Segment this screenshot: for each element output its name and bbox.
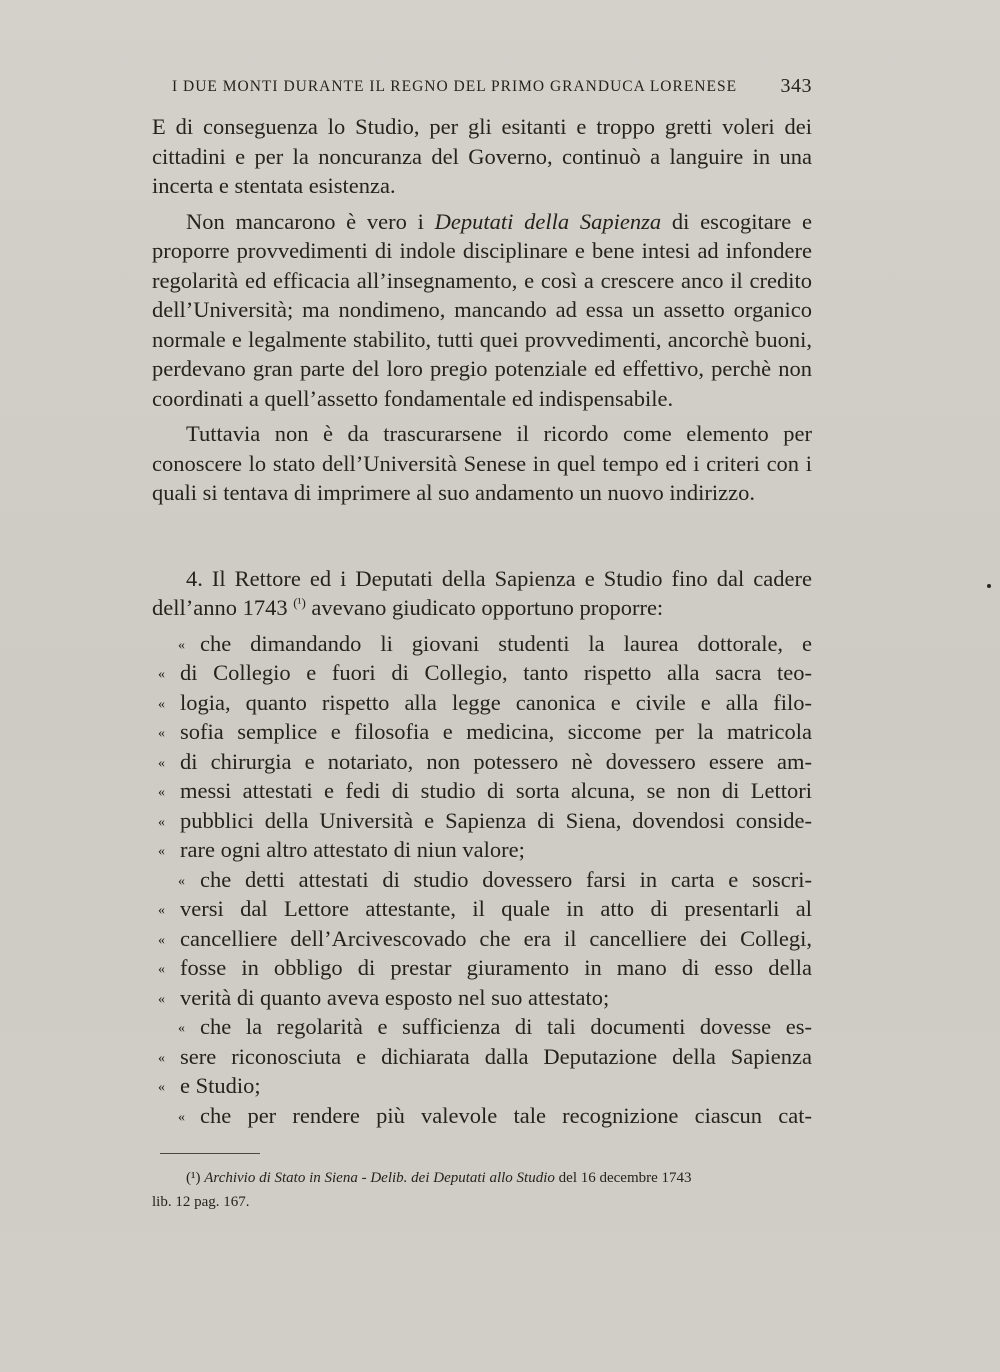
footnote-rule	[160, 1153, 260, 1154]
guillemet-mark: «	[158, 667, 165, 682]
guillemet-mark: «	[178, 637, 185, 653]
guillemet-mark: «	[178, 873, 185, 889]
guillemet-mark: «	[178, 1021, 185, 1036]
quote-line	[152, 658, 812, 688]
guillemet-mark: «	[158, 903, 165, 918]
quote-line-text: che dimandando li giovani studenti la laurea dottorale, e	[200, 630, 812, 656]
guillemet-mark: «	[158, 1080, 165, 1095]
quote-line-text: verità di quanto aveva esposto nel suo attestato;	[180, 984, 610, 1010]
quote-line	[152, 865, 812, 895]
guillemet-mark: «	[158, 696, 165, 712]
footnote-date: del 16 decembre 1743	[554, 1170, 692, 1186]
guillemet-mark: «	[158, 932, 165, 948]
quote-line-text: fosse in obbligo di prestar giuramento in mano di esso della	[180, 955, 812, 980]
guillemet-mark: «	[158, 814, 165, 830]
quote-line-text: rare ogni altro attestato di niun valore;	[180, 837, 525, 862]
quote-line	[152, 953, 812, 983]
guillemet-mark: «	[178, 1109, 185, 1125]
quote-line-text: che la regolarità e sufficienza di tali documenti dovesse es-	[200, 1014, 812, 1039]
quote-line	[152, 1012, 812, 1042]
quote-line-text: di chirurgia e notariato, non potessero nè dovessero essere am-	[180, 748, 812, 774]
quote-line-text: cancelliere dell’Arcivescovado che era il cancelliere dei Collegi,	[180, 925, 812, 951]
quote-line	[152, 1042, 812, 1072]
guillemet-mark: «	[158, 1050, 165, 1066]
running-head-title: I DUE MONTI DURANTE IL REGNO DEL PRIMO GRANDUCA LORENESE	[172, 78, 738, 95]
guillemet-mark: «	[158, 991, 165, 1007]
quote-line	[152, 717, 812, 747]
quote-line-text: e Studio;	[180, 1073, 261, 1098]
paragraph-3: Tuttavia non è da trascurarsene il ricordo come elemento per conoscere lo stato dell’Università Senese in quel tempo ed i criteri con i quali si tentava di imprimere al suo andamento un nuovo indirizzo.	[152, 421, 812, 505]
body-text	[152, 112, 812, 1130]
paragraph-4-start: 4. Il Rettore ed i Deputati della Sapienza e Studio fino dal cadere dell’anno 1743	[152, 565, 812, 620]
footnote-line-2: lib. 12 pag. 167.	[152, 1194, 250, 1210]
quote-line	[152, 924, 812, 954]
quote-line-text: logia, quanto rispetto alla legge canonica e civile e alla filo-	[180, 689, 812, 715]
quote-line	[152, 688, 812, 718]
scan-speck	[987, 584, 991, 588]
quote-line-text: che per rendere più valevole tale recognizione ciascun cat-	[200, 1102, 812, 1128]
quote-line-text: sofia semplice e filosofia e medicina, siccome per la matricola	[180, 719, 812, 744]
paragraph-2	[152, 207, 812, 414]
quote-line-text: messi attestati e fedi di studio di sorta alcuna, se non di Lettori	[180, 778, 812, 803]
quote-line	[152, 835, 812, 865]
paragraph-2-start: Non mancarono è vero i	[186, 208, 435, 234]
guillemet-mark: «	[158, 755, 165, 771]
quote-line-text: sere riconosciuta e dichiarata dalla Deputazione della Sapienza	[180, 1043, 812, 1069]
quote-line	[152, 894, 812, 924]
quote-line	[152, 776, 812, 806]
quote-line	[152, 806, 812, 836]
quote-line-text: di Collegio e fuori di Collegio, tanto rispetto alla sacra teo-	[180, 660, 812, 685]
footnote-marker: (¹)	[186, 1170, 201, 1186]
footnote-reference: (¹)	[293, 595, 306, 610]
quote-line	[152, 983, 812, 1013]
guillemet-mark: «	[158, 962, 165, 977]
quote-line	[152, 1101, 812, 1131]
guillemet-mark: «	[158, 844, 165, 859]
paragraph-2-end: di escogitare e proporre provvedimenti di indole disciplinare e bene intesi ad infondere regolarità ed efficacia all’insegnamento, e così a crescere anco il credito dell’Università; ma nondimeno, mancando ad essa un assetto organico normale e legalmente stabilito, tutti quei provvedimenti, ancorchè buoni, perdevano gran parte del loro pregio potenziale ed effettivo, perchè non coordinati a quell’assetto fondamentale ed indispensabile.	[152, 208, 813, 411]
quote-line-text: versi dal Lettore attestante, il quale in atto di presentarli al	[180, 896, 812, 921]
quote-line	[152, 1071, 812, 1101]
quote-line-text: pubblici della Università e Sapienza di Siena, dovendosi conside-	[180, 807, 812, 833]
quoted-proposals	[152, 629, 812, 1131]
paragraph-4-end: avevano giudicato opportuno proporre:	[305, 595, 664, 620]
footnote-source-italic: Archivio di Stato in Siena - Delib. dei Deputati allo Studio	[204, 1170, 555, 1186]
quote-line-text: che detti attestati di studio dovessero farsi in carta e soscri-	[200, 866, 812, 892]
quote-line	[152, 629, 812, 659]
paragraph-1: E di conseguenza lo Studio, per gli esitanti e troppo gretti voleri dei cittadini e per la noncuranza del Governo, continuò a languire in una incerta e stentata esistenza.	[152, 114, 812, 198]
paragraph-2-italic: Deputati della Sapienza	[434, 208, 662, 234]
quote-line	[152, 747, 812, 777]
guillemet-mark: «	[158, 785, 165, 800]
footnote	[152, 1166, 812, 1214]
paragraph-4	[152, 564, 812, 623]
page-number: 343	[780, 75, 812, 97]
guillemet-mark: «	[158, 726, 165, 741]
footnote-line-1	[152, 1166, 812, 1190]
